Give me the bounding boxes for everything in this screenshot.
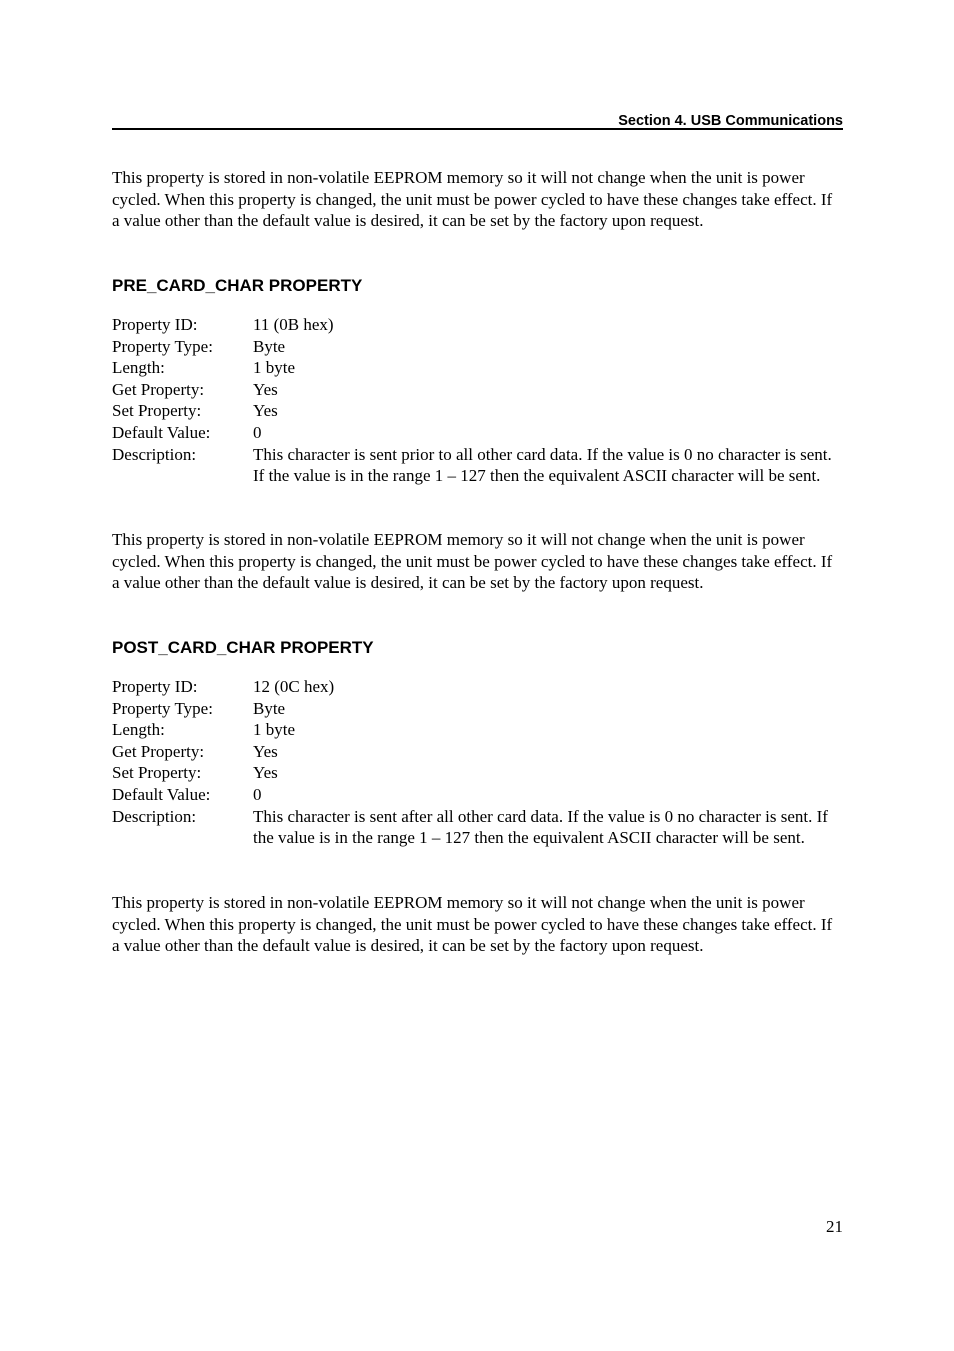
header-rule xyxy=(112,128,843,130)
section-note-post-card-char: This property is stored in non-volatile EEPROM memory so it will not change when the unit is power cycled. When this property is changed, the unit must be power cycled to have these changes take effect. If a value other than the default value is desired, it can be set by the factory upon request. xyxy=(112,893,833,956)
property-row xyxy=(112,357,843,379)
property-label: Set Property: xyxy=(112,401,202,421)
property-value: 1 byte xyxy=(253,720,296,740)
property-label: Description: xyxy=(112,806,197,826)
property-row xyxy=(112,314,843,336)
property-label: Default Value: xyxy=(112,422,211,442)
property-row xyxy=(112,741,843,763)
property-value: 0 xyxy=(253,784,262,804)
property-label: Default Value: xyxy=(112,784,211,804)
property-label: Property Type: xyxy=(112,698,213,718)
property-label: Length: xyxy=(112,720,165,740)
property-label: Get Property: xyxy=(112,741,205,761)
running-header: Section 4. USB Communications xyxy=(618,113,843,129)
property-label: Property Type: xyxy=(112,336,213,356)
property-row xyxy=(112,400,843,422)
property-value: 11 (0B hex) xyxy=(253,315,334,334)
property-row xyxy=(112,379,843,401)
property-value: 1 byte xyxy=(253,358,296,378)
property-row xyxy=(112,762,843,784)
property-value: Yes xyxy=(253,379,278,399)
section-note-pre-card-char: This property is stored in non-volatile EEPROM memory so it will not change when the unit is power cycled. When this property is changed, the unit must be power cycled to have these changes take effect. If a value other than the default value is desired, it can be set by the factory upon request. xyxy=(112,530,833,593)
property-row xyxy=(112,784,843,806)
property-value: Byte xyxy=(253,336,286,356)
property-value: Yes xyxy=(253,741,278,761)
property-value: 12 (0C hex) xyxy=(253,677,335,696)
property-label: Description: xyxy=(112,444,197,464)
property-row xyxy=(112,336,843,358)
property-row xyxy=(112,698,843,720)
property-value: Yes xyxy=(253,763,278,783)
property-row xyxy=(112,444,843,487)
property-label: Set Property: xyxy=(112,763,202,783)
property-value: Byte xyxy=(253,698,286,718)
property-label: Length: xyxy=(112,358,165,378)
property-label: Get Property: xyxy=(112,379,205,399)
page-number: 21 xyxy=(826,1217,843,1236)
property-table-post-card-char xyxy=(112,676,843,849)
section-heading-pre-card-char: PRE_CARD_CHAR PROPERTY xyxy=(112,276,363,295)
property-label: Property ID: xyxy=(112,315,198,334)
property-row xyxy=(112,676,843,698)
property-value: This character is sent prior to all other card data. If the value is 0 no character is sent. If the value is in the range 1 – 127 then the equivalent ASCII character will be sent. xyxy=(253,444,832,486)
property-row xyxy=(112,422,843,444)
intro-paragraph: This property is stored in non-volatile EEPROM memory so it will not change when the unit is power cycled. When this property is changed, the unit must be power cycled to have these changes take effect. If a value other than the default value is desired, it can be set by the factory upon request. xyxy=(112,168,833,231)
property-value: This character is sent after all other card data. If the value is 0 no character is sent. If the value is in the range 1 – 127 then the equivalent ASCII character will be sent. xyxy=(253,806,828,848)
section-heading-post-card-char: POST_CARD_CHAR PROPERTY xyxy=(112,638,374,657)
document-page xyxy=(112,0,843,1351)
property-value: 0 xyxy=(253,422,262,442)
property-value: Yes xyxy=(253,401,278,421)
property-row xyxy=(112,806,843,849)
property-label: Property ID: xyxy=(112,677,198,696)
property-table-pre-card-char xyxy=(112,314,843,487)
property-row xyxy=(112,719,843,741)
